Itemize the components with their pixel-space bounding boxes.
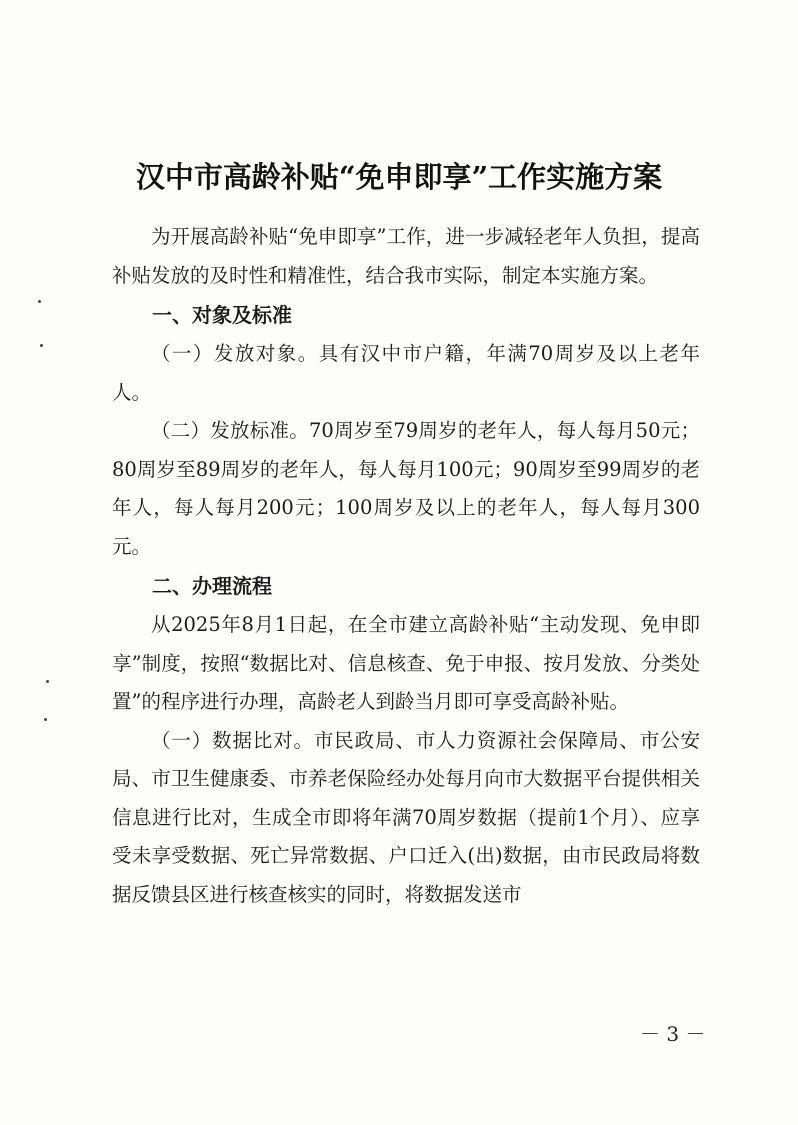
scan-speck: [40, 344, 43, 347]
scan-speck: [38, 300, 41, 303]
scan-speck: [46, 680, 49, 683]
document-title: 汉中市高龄补贴“免申即享”工作实施方案: [135, 160, 663, 195]
page-number: － 3 －: [640, 1022, 706, 1046]
scan-speck: [44, 718, 47, 721]
paragraph: （二）发放标准。70周岁至79周岁的老年人，每人每月50元；80周岁至89周岁的老年人，每人每月100元；90周岁至99周岁的老年人，每人每月200元；100周岁及以上的老年人，每人每月300元。: [112, 419, 700, 558]
section-heading: 一、对象及标准: [152, 303, 292, 327]
paragraph: （一）数据比对。市民政局、市人力资源社会保障局、市公安局、市卫生健康委、市养老保险经办处每月向市大数据平台提供相关信息进行比对，生成全市即将年满70周岁数据（提前1个月）、应享受未享受数据、死亡异常数据、户口迁入(出)数据，由市民政局将数据反馈县区进行核查核实的同时，将数据发送市: [112, 728, 700, 906]
section-heading: 二、办理流程: [152, 574, 272, 598]
paragraph: 为开展高龄补贴“免申即享”工作，进一步减轻老年人负担，提高补贴发放的及时性和精准性，结合我市实际，制定本实施方案。: [112, 225, 700, 287]
document-body: [112, 218, 700, 914]
paragraph: （一）发放对象。具有汉中市户籍，年满70周岁及以上老年人。: [112, 342, 700, 404]
paragraph: 从2025年8月1日起，在全市建立高龄补贴“主动发现、免申即享”制度，按照“数据比对、信息核查、免于申报、按月发放、分类处置”的程序进行办理，高龄老人到龄当月即可享受高龄补贴。: [112, 613, 700, 713]
